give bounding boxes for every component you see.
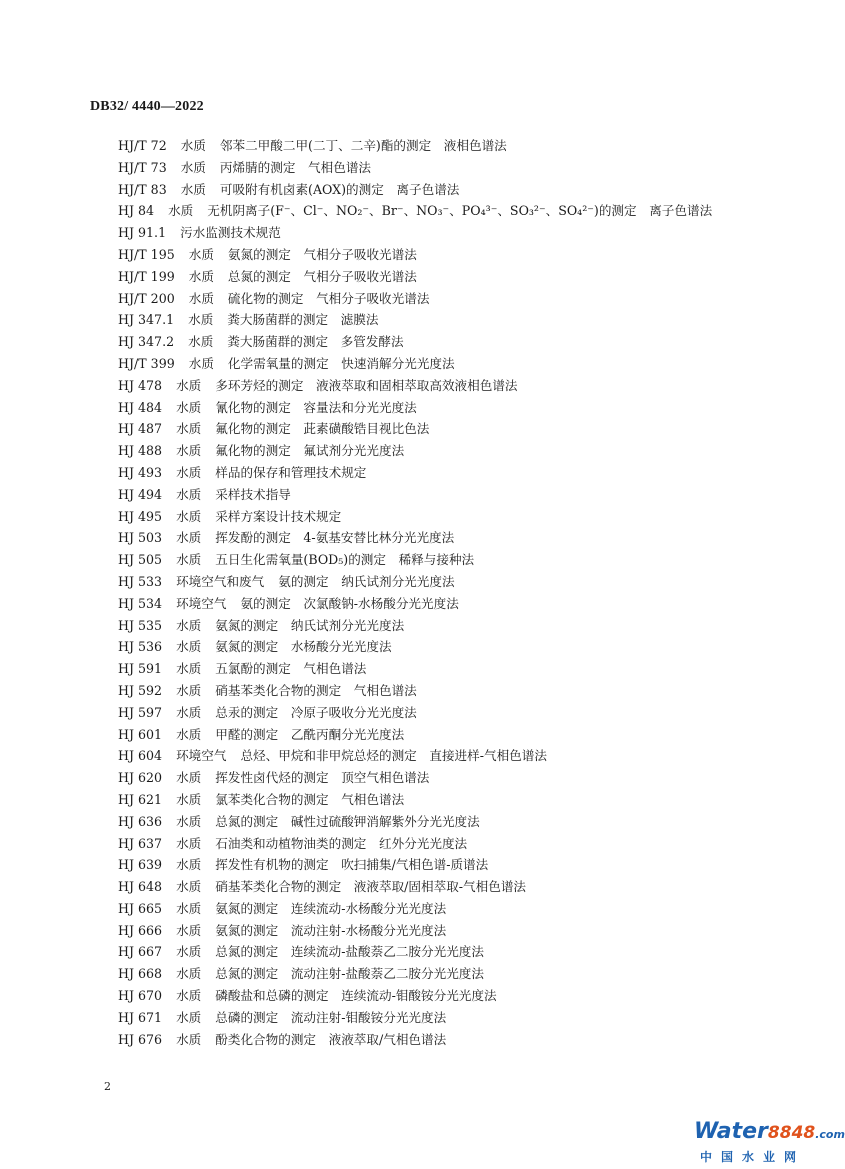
reference-code: HJ 670: [118, 988, 163, 1004]
reference-title: 氨氮的测定 连续流动-水杨酸分光光度法: [215, 900, 447, 916]
reference-item: [0, 222, 826, 244]
reference-code: HJ 487: [118, 421, 163, 437]
reference-code: HJ 676: [118, 1031, 163, 1047]
reference-code: HJ 668: [118, 966, 163, 982]
reference-item: [0, 244, 826, 266]
reference-title: 氨氮的测定 水杨酸分光光度法: [215, 639, 392, 655]
reference-item: [0, 593, 826, 615]
reference-item: [0, 963, 826, 985]
reference-code: HJ 536: [118, 639, 163, 655]
reference-item: [0, 200, 826, 222]
reference-item: [0, 418, 826, 440]
reference-title: 硝基苯类化合物的测定 液液萃取/固相萃取-气相色谱法: [215, 879, 527, 895]
reference-title: 氟化物的测定 氟试剂分光光度法: [215, 443, 405, 459]
reference-title: 总氮的测定 流动注射-盐酸萘乙二胺分光光度法: [215, 966, 484, 982]
reference-item: [0, 658, 826, 680]
reference-category: 环境空气: [176, 748, 227, 764]
reference-item: [0, 789, 826, 811]
reference-item: [0, 288, 826, 310]
reference-title: 氰化物的测定 容量法和分光光度法: [215, 399, 417, 415]
reference-code: HJ 639: [118, 857, 163, 873]
reference-item: [0, 266, 826, 288]
reference-code: HJ 621: [118, 791, 163, 807]
reference-item: [0, 615, 826, 637]
reference-title: 邻苯二甲酸二甲(二丁、二辛)酯的测定 液相色谱法: [219, 138, 507, 153]
reference-category: 水质: [176, 791, 202, 807]
reference-code: HJ 666: [118, 922, 163, 938]
reference-category: 水质: [176, 857, 202, 873]
reference-code: HJ/T 200: [118, 290, 175, 306]
reference-code: HJ 601: [118, 726, 163, 742]
reference-item: [0, 876, 826, 898]
watermark-logo: [694, 1119, 845, 1164]
reference-code: HJ 533: [118, 573, 163, 589]
reference-code: HJ 637: [118, 835, 163, 851]
reference-item: [0, 767, 826, 789]
reference-code: HJ 493: [118, 464, 163, 480]
reference-code: HJ 484: [118, 399, 163, 415]
reference-item: [0, 1007, 826, 1029]
reference-title: 氨氮的测定 流动注射-水杨酸分光光度法: [215, 922, 447, 938]
reference-category: 水质: [176, 421, 202, 437]
document-code: DB32/ 4440—2022: [90, 99, 204, 114]
reference-item: [0, 941, 826, 963]
reference-item: [0, 702, 826, 724]
reference-category: 水质: [188, 334, 214, 350]
reference-category: 水质: [188, 268, 214, 284]
reference-code: HJ/T 399: [118, 355, 175, 371]
reference-category: 水质: [176, 879, 202, 895]
reference-category: 水质: [188, 246, 214, 262]
reference-category: 水质: [188, 355, 214, 371]
reference-category: 水质: [176, 682, 202, 698]
reference-category: 水质: [176, 1031, 202, 1047]
reference-code: HJ 597: [118, 704, 163, 720]
reference-code: HJ/T 72: [118, 138, 167, 153]
reference-item: [0, 506, 826, 528]
reference-code: HJ 503: [118, 530, 163, 546]
reference-item: [0, 462, 826, 484]
reference-category: 水质: [180, 159, 206, 175]
reference-category: 水质: [176, 530, 202, 546]
reference-code: HJ 494: [118, 486, 163, 502]
reference-title: 化学需氧量的测定 快速消解分光光度法: [227, 355, 455, 371]
reference-category: 水质: [176, 922, 202, 938]
reference-title: 采样方案设计技术规定: [215, 508, 342, 524]
reference-category: 水质: [176, 617, 202, 633]
reference-code: HJ 91.1: [118, 225, 167, 241]
reference-item: [0, 898, 826, 920]
reference-code: HJ/T 73: [118, 159, 167, 175]
reference-category: 水质: [176, 726, 202, 742]
reference-category: 水质: [176, 377, 202, 393]
reference-category: 水质: [176, 486, 202, 502]
reference-category: 水质: [176, 835, 202, 851]
reference-category: 水质: [176, 552, 202, 568]
reference-category: 水质: [180, 181, 206, 197]
reference-item: [0, 571, 826, 593]
reference-item: [0, 745, 826, 767]
reference-category: 水质: [176, 443, 202, 459]
reference-item: [0, 309, 826, 331]
reference-code: HJ 665: [118, 900, 163, 916]
normative-references-list: [0, 135, 826, 1050]
reference-category: 水质: [188, 312, 214, 328]
reference-title: 无机阴离子(F⁻、Cl⁻、NO₂⁻、Br⁻、NO₃⁻、PO₄³⁻、SO₃²⁻、SO₄²⁻)的测定 离子色谱法: [207, 203, 713, 219]
reference-category: 水质: [176, 399, 202, 415]
reference-category: 水质: [188, 290, 214, 306]
reference-code: HJ 620: [118, 770, 163, 786]
reference-title: 甲醛的测定 乙酰丙酮分光光度法: [215, 726, 405, 742]
reference-title: 石油类和动植物油类的测定 红外分光光度法: [215, 835, 468, 851]
reference-title: 挥发酚的测定 4-氨基安替比林分光光度法: [215, 530, 455, 546]
reference-item: [0, 833, 826, 855]
reference-item: [0, 157, 826, 179]
reference-title: 氨氮的测定 气相分子吸收光谱法: [227, 246, 417, 262]
reference-item: [0, 920, 826, 942]
reference-category: 水质: [176, 966, 202, 982]
page-number: 2: [104, 1080, 111, 1093]
watermark-brand-cn: 中国水业网: [700, 1150, 806, 1164]
reference-category: 环境空气: [176, 595, 227, 611]
reference-category: 水质: [176, 770, 202, 786]
reference-title: 总氮的测定 碱性过硫酸钾消解紫外分光光度法: [215, 813, 480, 829]
reference-title: 多环芳烃的测定 液液萃取和固相萃取高效液相色谱法: [215, 377, 518, 393]
reference-item: [0, 680, 826, 702]
reference-title: 氨氮的测定 纳氏试剂分光光度法: [215, 617, 405, 633]
reference-title: 氨的测定 纳氏试剂分光光度法: [278, 573, 455, 589]
reference-code: HJ/T 83: [118, 181, 167, 197]
reference-category: 水质: [168, 203, 194, 219]
reference-item: [0, 135, 826, 157]
reference-item: [0, 636, 826, 658]
reference-item: [0, 811, 826, 833]
reference-category: 水质: [176, 944, 202, 960]
reference-item: [0, 353, 826, 375]
reference-item: [0, 854, 826, 876]
reference-code: HJ 667: [118, 944, 163, 960]
reference-title: 总烃、甲烷和非甲烷总烃的测定 直接进样-气相色谱法: [240, 748, 547, 764]
reference-title: 总磷的测定 流动注射-钼酸铵分光光度法: [215, 1009, 447, 1025]
reference-title: 氯苯类化合物的测定 气相色谱法: [215, 791, 405, 807]
reference-code: HJ 604: [118, 748, 163, 764]
reference-code: HJ 535: [118, 617, 163, 633]
reference-code: HJ 488: [118, 443, 163, 459]
reference-code: HJ 347.1: [118, 312, 175, 328]
reference-item: [0, 1029, 826, 1051]
reference-category: 水质: [176, 704, 202, 720]
reference-title: 五日生化需氧量(BOD₅)的测定 稀释与接种法: [215, 552, 475, 568]
reference-item: [0, 331, 826, 353]
reference-code: HJ 592: [118, 682, 163, 698]
reference-code: HJ 495: [118, 508, 163, 524]
reference-category: 水质: [176, 508, 202, 524]
reference-title: 可吸附有机卤素(AOX)的测定 离子色谱法: [219, 181, 460, 197]
reference-title: 总氮的测定 气相分子吸收光谱法: [227, 268, 417, 284]
reference-code: HJ 534: [118, 595, 163, 611]
reference-category: 水质: [176, 639, 202, 655]
watermark-brand: Water8848.com: [694, 1119, 845, 1144]
reference-title: 粪大肠菌群的测定 多管发酵法: [227, 334, 404, 350]
reference-category: 水质: [180, 138, 206, 153]
reference-item: [0, 985, 826, 1007]
reference-category: 水质: [176, 1009, 202, 1025]
reference-category: 水质: [176, 813, 202, 829]
reference-title: 挥发性卤代烃的测定 顶空气相色谱法: [215, 770, 430, 786]
reference-title: 粪大肠菌群的测定 滤膜法: [227, 312, 379, 328]
reference-title: 硝基苯类化合物的测定 气相色谱法: [215, 682, 417, 698]
reference-title: 污水监测技术规范: [180, 225, 281, 241]
reference-category: 水质: [176, 988, 202, 1004]
reference-title: 酚类化合物的测定 液液萃取/气相色谱法: [215, 1031, 447, 1047]
reference-title: 采样技术指导: [215, 486, 291, 502]
reference-item: [0, 179, 826, 201]
reference-code: HJ 84: [118, 203, 155, 219]
reference-item: [0, 549, 826, 571]
reference-code: HJ 636: [118, 813, 163, 829]
reference-title: 磷酸盐和总磷的测定 连续流动-钼酸铵分光光度法: [215, 988, 497, 1004]
reference-category: 水质: [176, 900, 202, 916]
reference-title: 丙烯腈的测定 气相色谱法: [219, 159, 372, 175]
reference-category: 水质: [176, 464, 202, 480]
reference-title: 总氮的测定 连续流动-盐酸萘乙二胺分光光度法: [215, 944, 484, 960]
reference-item: [0, 724, 826, 746]
reference-title: 样品的保存和管理技术规定: [215, 464, 367, 480]
reference-title: 氨的测定 次氯酸钠-水杨酸分光光度法: [240, 595, 459, 611]
reference-item: [0, 440, 826, 462]
reference-category: 水质: [176, 661, 202, 677]
reference-title: 硫化物的测定 气相分子吸收光谱法: [227, 290, 430, 306]
reference-item: [0, 527, 826, 549]
reference-item: [0, 375, 826, 397]
reference-code: HJ 671: [118, 1009, 163, 1025]
reference-title: 总汞的测定 冷原子吸收分光光度法: [215, 704, 417, 720]
reference-title: 氟化物的测定 茈素磺酸锆目视比色法: [215, 421, 430, 437]
reference-item: [0, 397, 826, 419]
reference-title: 五氯酚的测定 气相色谱法: [215, 661, 367, 677]
reference-item: [0, 484, 826, 506]
reference-code: HJ/T 195: [118, 246, 175, 262]
reference-code: HJ 347.2: [118, 334, 175, 350]
reference-code: HJ/T 199: [118, 268, 175, 284]
reference-code: HJ 648: [118, 879, 163, 895]
reference-category: 环境空气和废气: [176, 573, 265, 589]
reference-code: HJ 478: [118, 377, 163, 393]
reference-title: 挥发性有机物的测定 吹扫捕集/气相色谱-质谱法: [215, 857, 489, 873]
reference-code: HJ 505: [118, 552, 163, 568]
reference-code: HJ 591: [118, 661, 163, 677]
